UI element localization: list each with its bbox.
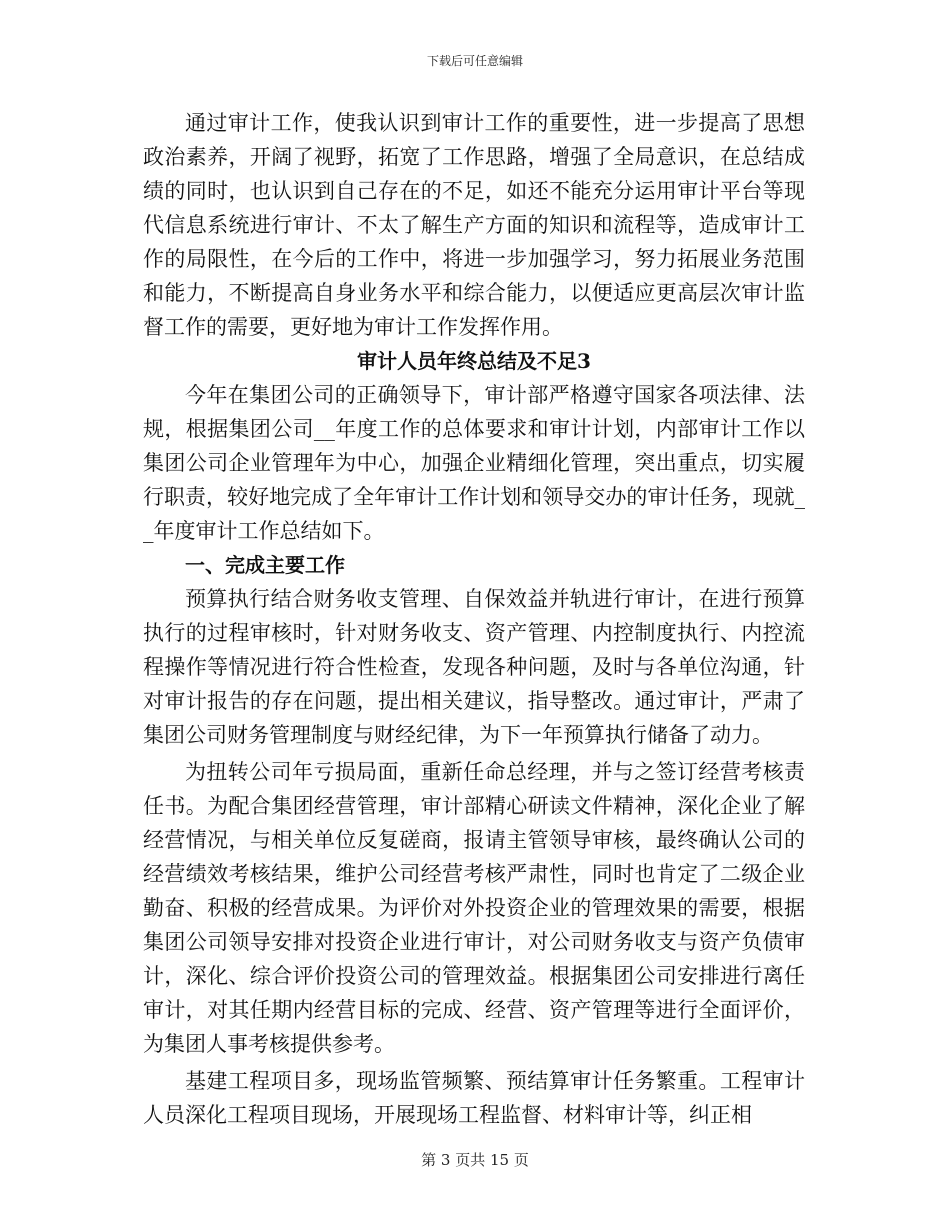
page-header: 下载后可任意编辑 xyxy=(426,54,523,68)
paragraph-4: 基建工程项目多，现场监管频繁、预结算审计任务繁重。工程审计人员深化工程项目现场，开展现场工程监督、材料审计等，纠正相 xyxy=(143,1069,805,1127)
paragraph-3: 为扭转公司年亏损局面，重新任命总经理，并与之签订经营考核责任书。为配合集团经营管理，审计部精心研读文件精神，深化企业了解经营情况，与相关单位反复磋商，报请主管领导审核，最终确认公司的经营绩效考核结果，维护公司经营考核严肃性，同时也肯定了二级企业勤奋、积极的经营成果。为评价对外投资企业的管理效果的需要，根据集团公司领导安排对投资企业进行审计，对公司财务收支与资产负债审计，深化、综合评价投资公司的管理效益。根据集团公司安排进行离任审计，对其任期内经营目标的完成、经营、资产管理等进行全面评价，为集团人事考核提供参考。 xyxy=(143,760,805,1056)
page-number: 第 3 页共 15 页 xyxy=(421,1151,529,1169)
document-body xyxy=(143,106,805,1132)
subheading-main-work: 一、完成主要工作 xyxy=(185,553,345,577)
section-title: 审计人员年终总结及不足3 xyxy=(357,349,591,373)
paragraph-1: 今年在集团公司的正确领导下，审计部严格遵守国家各项法律、法规，根据集团公司__年度工作的总体要求和审计计划，内部审计工作以集团公司企业管理年为中心，加强企业精细化管理，突出重点，切实履行职责，较好地完成了全年审计工作计划和领导交办的审计任务，现就__年度审计工作总结如下。 xyxy=(143,383,805,543)
paragraph-2: 预算执行结合财务收支管理、自保效益并轨进行审计，在进行预算执行的过程审核时，针对财务收支、资产管理、内控制度执行、内控流程操作等情况进行符合性检查，发现各种问题，及时与各单位沟通，针对审计报告的存在问题，提出相关建议，指导整改。通过审计，严肃了集团公司财务管理制度与财经纪律，为下一年预算执行储备了动力。 xyxy=(143,587,805,747)
paragraph-intro: 通过审计工作，使我认识到审计工作的重要性，进一步提高了思想政治素养，开阔了视野，拓宽了工作思路，增强了全局意识，在总结成绩的同时，也认识到自己存在的不足，如还不能充分运用审计平台等现代信息系统进行审计、不太了解生产方面的知识和流程等，造成审计工作的局限性，在今后的工作中，将进一步加强学习，努力拓展业务范围和能力，不断提高自身业务水平和综合能力，以便适应更高层次审计监督工作的需要，更好地为审计工作发挥作用。 xyxy=(143,111,805,339)
